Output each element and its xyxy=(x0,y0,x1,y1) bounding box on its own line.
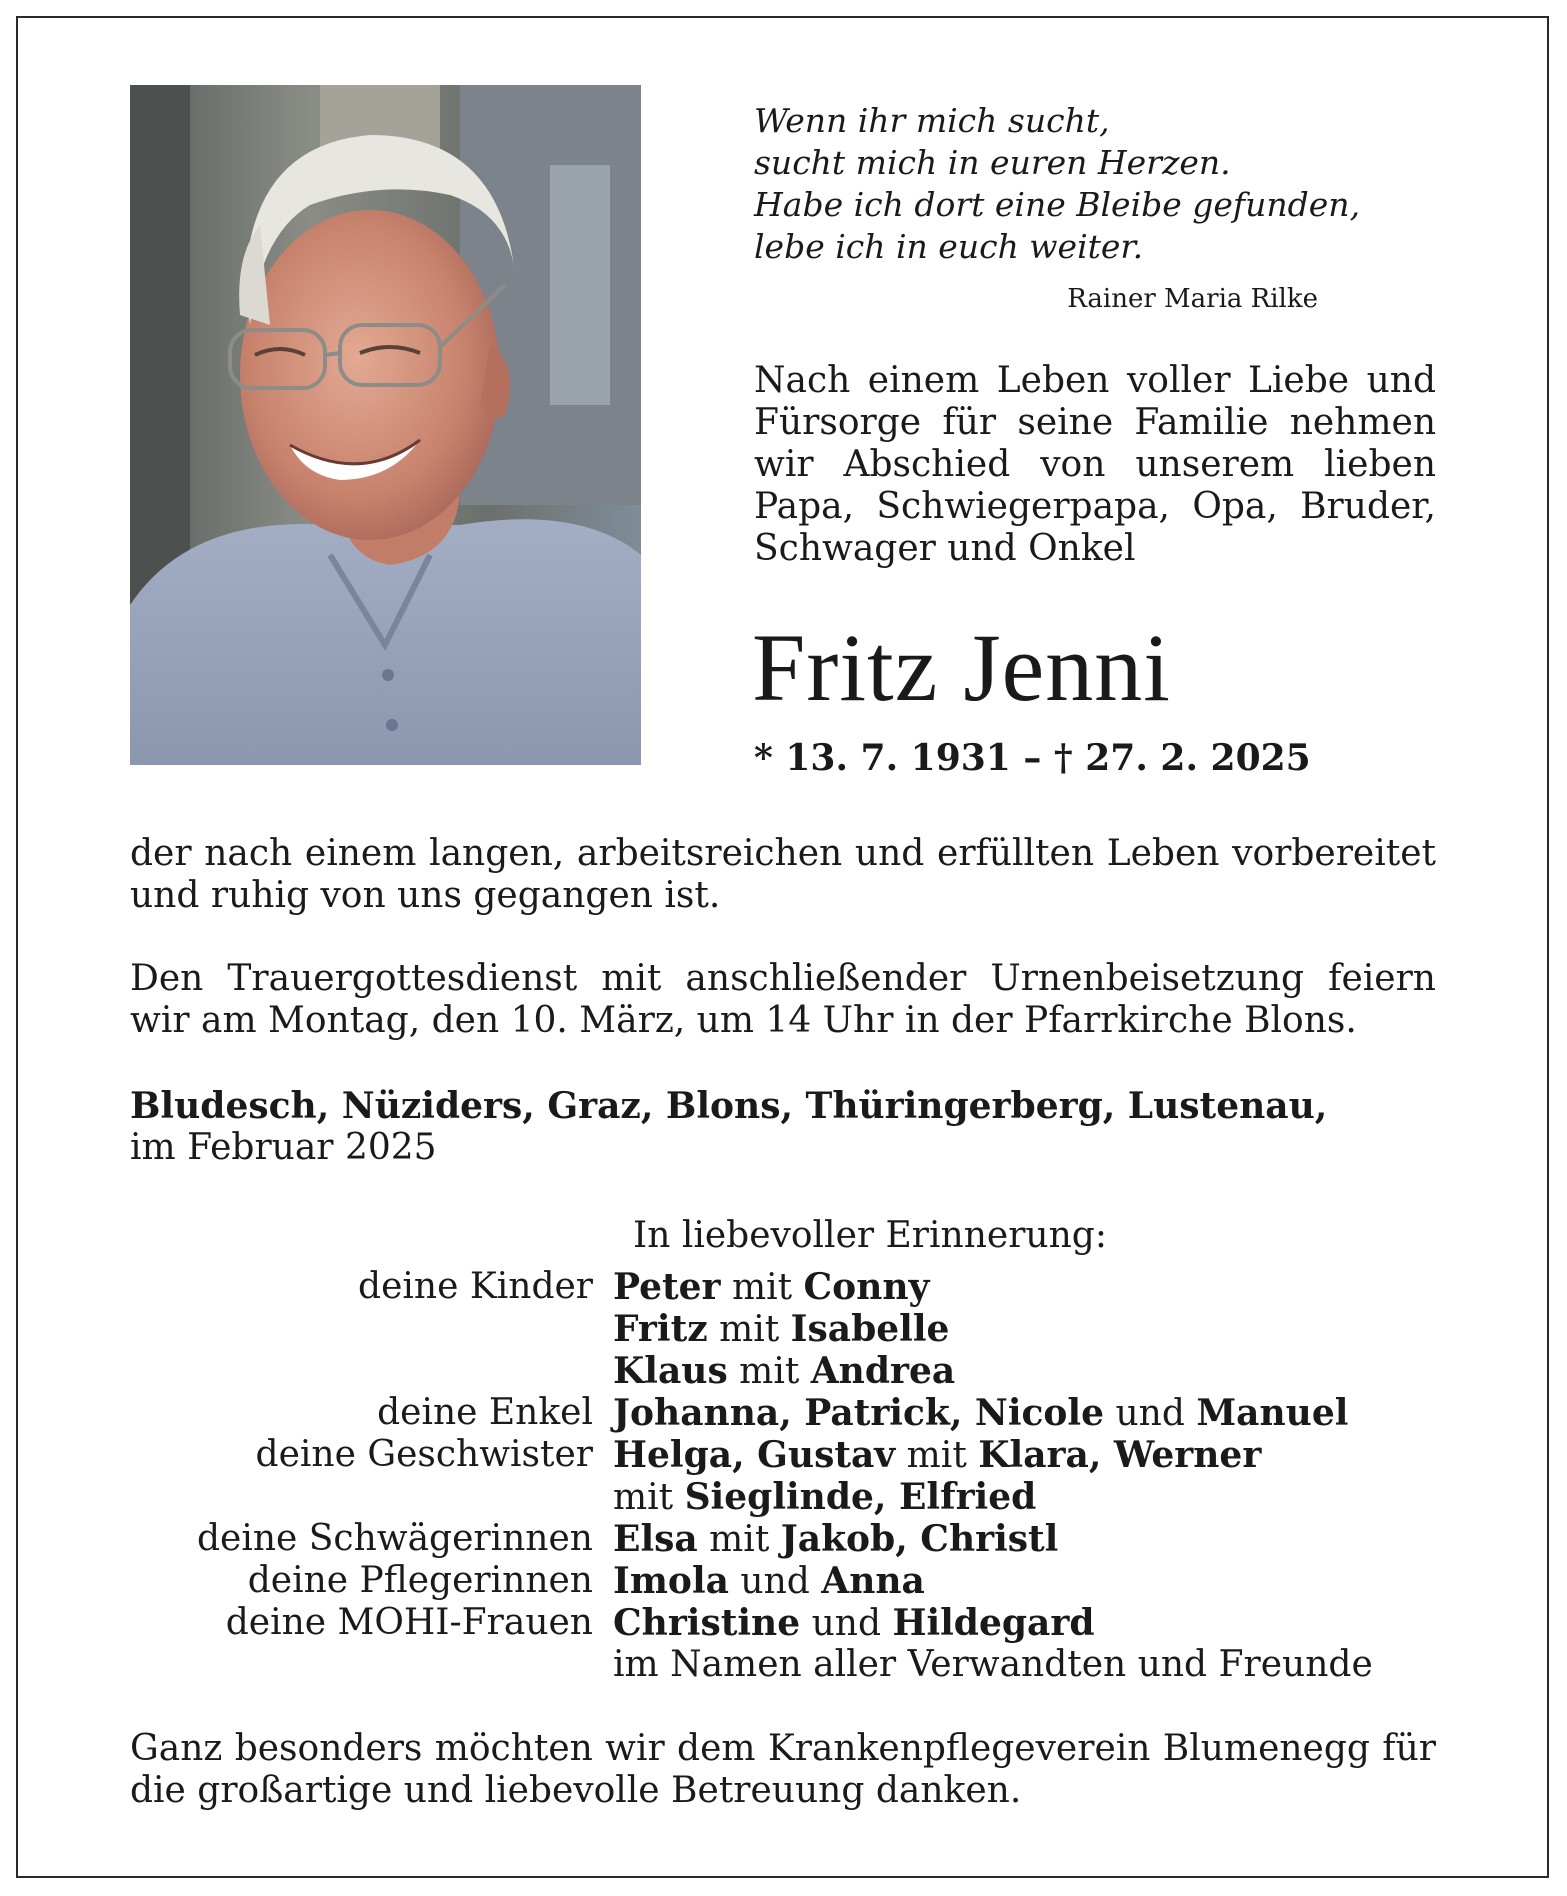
family-names: Helga, Gustav mit Klara, Werner xyxy=(613,1434,1262,1476)
family-label: deine Pflegerinnen xyxy=(247,1560,593,1601)
places-list: Bludesch, Nüziders, Graz, Blons, Thüringerberg, Lustenau, xyxy=(130,1085,1328,1127)
family-label: deine Geschwister xyxy=(255,1434,593,1475)
family-label: deine Schwägerinnen xyxy=(196,1518,593,1559)
family-row xyxy=(130,1476,1450,1518)
family-label xyxy=(130,1350,613,1392)
family-row xyxy=(130,1308,1450,1350)
family-label xyxy=(130,1308,613,1350)
intro-paragraph: Nach einem Leben voller Liebe und Fürsorge für seine Familie nehmen wir Abschied von unserem lieben Papa, Schwiegerpapa, Opa, Bruder, Schwager und Onkel xyxy=(754,360,1436,569)
rilke-quote xyxy=(754,100,1374,268)
family-names: im Namen aller Verwandten und Freunde xyxy=(613,1644,1373,1685)
family-names: Peter mit Conny xyxy=(613,1266,930,1308)
memory-heading: In liebevoller Erinnerung: xyxy=(633,1215,1107,1256)
portrait-photo xyxy=(130,85,641,765)
family-row xyxy=(130,1602,1450,1644)
life-dates: * 13. 7. 1931 – † 27. 2. 2025 xyxy=(754,737,1311,779)
service-paragraph: Den Trauergottesdienst mit anschließender Urnenbeisetzung feiern wir am Montag, den 10. März, um 14 Uhr in der Pfarrkirche Blons. xyxy=(130,958,1436,1041)
family-names: Imola und Anna xyxy=(613,1560,925,1602)
family-names: mit Sieglinde, Elfried xyxy=(613,1476,1037,1518)
family-list xyxy=(130,1266,1450,1686)
family-label: deine Kinder xyxy=(358,1266,593,1307)
life-paragraph: der nach einem langen, arbeitsreichen und erfüllten Leben vorbereitet und ruhig von uns gegangen ist. xyxy=(130,833,1436,916)
family-label: deine MOHI-Frauen xyxy=(225,1602,593,1643)
family-row xyxy=(130,1350,1450,1392)
family-label: deine Enkel xyxy=(377,1392,593,1433)
family-label xyxy=(130,1644,613,1686)
quote-line: Habe ich dort eine Bleibe gefunden, xyxy=(754,185,1361,224)
family-names: Fritz mit Isabelle xyxy=(613,1308,950,1350)
family-names: Elsa mit Jakob, Christl xyxy=(613,1518,1059,1560)
family-names: Johanna, Patrick, Nicole und Manuel xyxy=(613,1392,1349,1434)
family-names: Klaus mit Andrea xyxy=(613,1350,956,1392)
deceased-name: Fritz Jenni xyxy=(752,614,1171,721)
family-label xyxy=(130,1476,613,1518)
family-row xyxy=(130,1392,1450,1434)
family-row xyxy=(130,1434,1450,1476)
family-row xyxy=(130,1518,1450,1560)
quote-line: sucht mich in euren Herzen. xyxy=(754,143,1231,182)
notice-date: im Februar 2025 xyxy=(130,1127,437,1168)
family-row xyxy=(130,1266,1450,1308)
places-block xyxy=(130,1085,1436,1169)
quote-line: Wenn ihr mich sucht, xyxy=(754,101,1110,140)
quote-author: Rainer Maria Rilke xyxy=(1067,284,1318,314)
family-row xyxy=(130,1560,1450,1602)
thanks-paragraph: Ganz besonders möchten wir dem Krankenpflegeverein Blumenegg für die großartige und liebevolle Betreuung danken. xyxy=(130,1728,1436,1811)
portrait-image xyxy=(130,85,641,765)
family-row xyxy=(130,1644,1450,1686)
quote-line: lebe ich in euch weiter. xyxy=(754,227,1144,266)
family-names: Christine und Hildegard xyxy=(613,1602,1095,1644)
